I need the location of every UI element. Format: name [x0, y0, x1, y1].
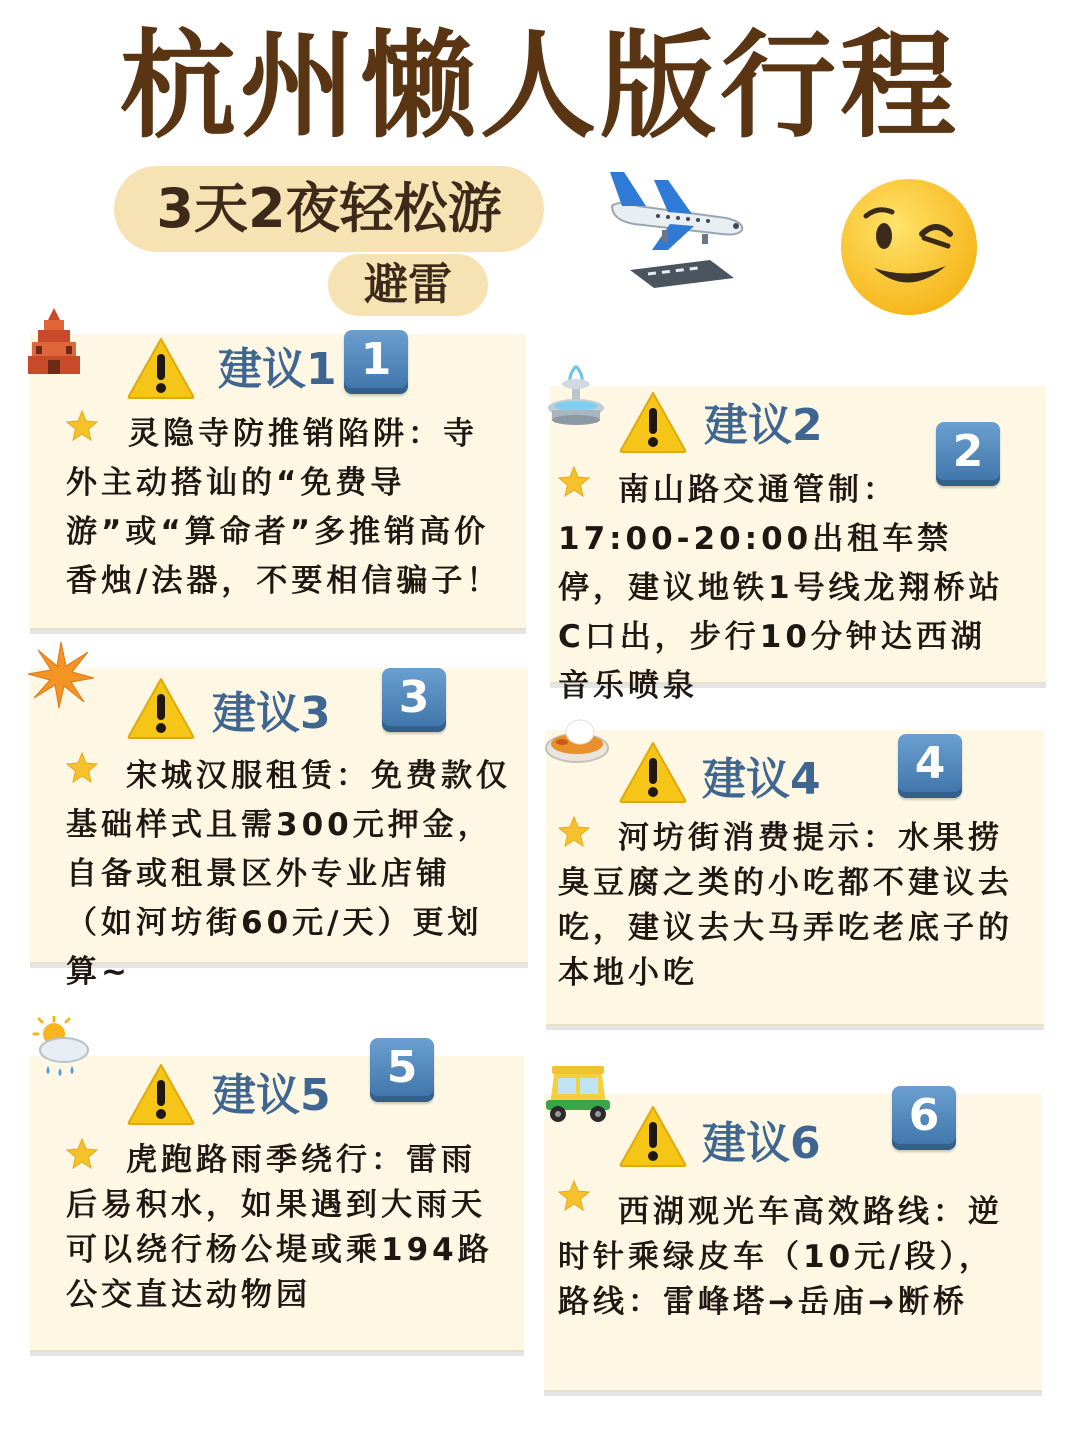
temple-icon	[26, 306, 82, 376]
number-key-5: 5	[370, 1038, 434, 1102]
card-5-heading: 建议5	[212, 1070, 331, 1121]
warning-icon	[126, 676, 196, 740]
sun-cloud-rain-icon	[32, 1016, 90, 1082]
food-bowl-icon	[544, 708, 610, 766]
airplane-icon	[598, 166, 750, 296]
card-6-text: 西湖观光车高效路线：逆时针乘绿皮车（10元/段），路线：雷峰塔→岳庙→断桥	[558, 1194, 1003, 1320]
number-key-6: 6	[892, 1086, 956, 1150]
card-3-text: 宋城汉服租赁：免费款仅基础样式且需300元押金，自备或租景区外专业店铺（如河坊街60元/天）更划算~	[66, 758, 511, 990]
card-3-heading: 建议3	[212, 688, 331, 739]
card-2-text: 南山路交通管制：17:00-20:00出租车禁停，建议地铁1号线龙翔桥站C口出，步行10分钟达西湖音乐喷泉	[558, 472, 1004, 704]
card-5-text: 虎跑路雨季绕行：雷雨后易积水，如果遇到大雨天可以绕行杨公堤或乘194路公交直达动物园	[66, 1142, 493, 1313]
warning-icon	[618, 390, 688, 454]
warning-icon	[618, 1104, 688, 1168]
page-title: 杭州懒人版行程	[120, 19, 960, 154]
number-key-4: 4	[898, 734, 962, 798]
warning-icon	[618, 740, 688, 804]
card-1-heading: 建议1	[218, 344, 337, 395]
tag-pill: 避雷	[328, 254, 488, 316]
fountain-icon	[544, 362, 608, 430]
card-4-text: 河坊街消费提示：水果捞臭豆腐之类的小吃都不建议去吃，建议去大马弄吃老底子的本地小吃	[558, 820, 1013, 991]
number-key-2: 2	[936, 422, 1000, 486]
sparkle-icon	[26, 640, 96, 710]
subtitle-pill: 3天2夜轻松游	[114, 166, 544, 252]
warning-icon	[126, 336, 196, 400]
card-4-heading: 建议4	[702, 754, 821, 805]
card-1-text: 灵隐寺防推销陷阱：寺外主动搭讪的“免费导游”或“算命者”多推销高价香烛/法器，不要相信骗子！	[66, 416, 502, 599]
warning-icon	[126, 1062, 196, 1126]
card-6-heading: 建议6	[702, 1118, 821, 1169]
tuk-tuk-icon	[542, 1062, 614, 1124]
card-2-heading: 建议2	[704, 400, 823, 451]
winking-face-icon	[838, 176, 980, 318]
number-key-1: 1	[344, 330, 408, 394]
number-key-3: 3	[382, 668, 446, 732]
